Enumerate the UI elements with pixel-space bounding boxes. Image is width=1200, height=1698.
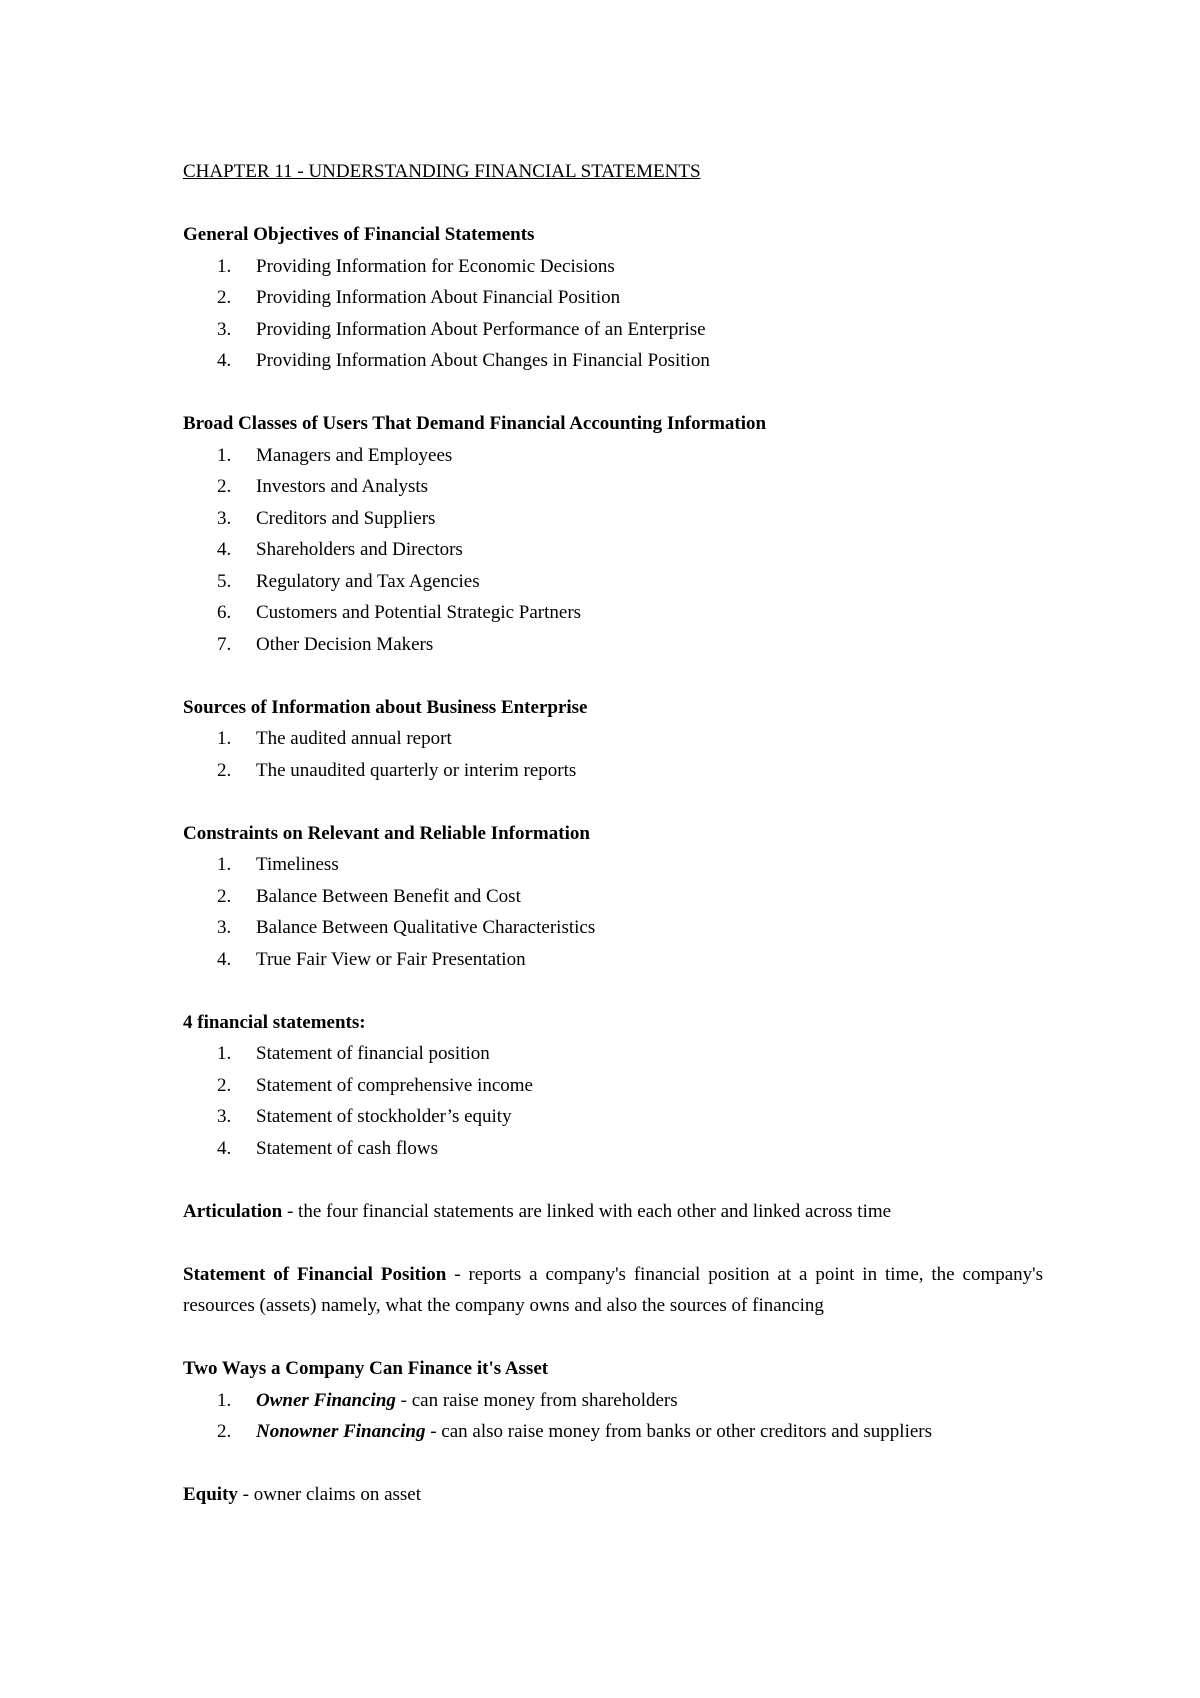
spacer <box>183 377 1043 409</box>
list-item: 4. Providing Information About Changes in Financial Position <box>217 350 710 371</box>
definition-term: Statement of Financial Position <box>183 1263 447 1285</box>
list-item: 4. Shareholders and Directors <box>217 539 463 560</box>
list-item: 2. The unaudited quarterly or interim reports <box>217 759 577 781</box>
list-users <box>183 440 1043 661</box>
list-item: 1. Owner Financing - can raise money from shareholders <box>217 1389 678 1411</box>
section-heading-constraints: Constraints on Relevant and Reliable Information <box>183 822 590 844</box>
spacer <box>183 1164 1043 1196</box>
equity-definition <box>183 1479 1043 1511</box>
spacer <box>183 975 1043 1007</box>
document-page <box>183 156 1043 1511</box>
chapter-title: CHAPTER 11 - UNDERSTANDING FINANCIAL STATEMENTS <box>183 161 701 182</box>
list-item: 4. True Fair View or Fair Presentation <box>217 948 526 970</box>
spacer <box>183 1448 1043 1480</box>
finance-term: Nonowner Financing <box>256 1421 426 1442</box>
spacer <box>183 786 1043 818</box>
finance-text: - can raise money from shareholders <box>395 1389 678 1411</box>
finance-term: Owner Financing <box>256 1389 396 1411</box>
finance-text: - can also raise money from banks or other creditors and suppliers <box>425 1421 932 1442</box>
list-item: 2. Investors and Analysts <box>217 476 429 497</box>
list-item: 3. Creditors and Suppliers <box>217 507 436 529</box>
list-constraints <box>183 849 1043 975</box>
definition-text: - owner claims on asset <box>237 1484 422 1505</box>
list-item: 1. Statement of financial position <box>217 1043 490 1064</box>
definition-term: Articulation <box>183 1200 283 1222</box>
list-item: 2. Balance Between Benefit and Cost <box>217 885 521 907</box>
list-item: 3. Providing Information About Performance of an Enterprise <box>217 318 706 340</box>
list-statements <box>183 1038 1043 1164</box>
list-item: 2. Providing Information About Financial Position <box>217 287 621 308</box>
sfp-definition <box>183 1259 1043 1322</box>
list-item: 4. Statement of cash flows <box>217 1137 439 1159</box>
list-finance <box>183 1385 1043 1448</box>
list-item: 7. Other Decision Makers <box>217 633 434 655</box>
list-item: 3. Balance Between Qualitative Characteristics <box>217 917 596 938</box>
definition-term: Equity <box>183 1484 238 1505</box>
list-sources <box>183 723 1043 786</box>
list-item: 5. Regulatory and Tax Agencies <box>217 570 480 592</box>
list-item: 1. Providing Information for Economic Decisions <box>217 255 615 277</box>
spacer <box>183 1322 1043 1354</box>
list-item: 2. Statement of comprehensive income <box>217 1074 533 1096</box>
definition-text: - the four financial statements are linked with each other and linked across time <box>282 1200 892 1222</box>
list-item: 1. The audited annual report <box>217 728 452 749</box>
list-item: 3. Statement of stockholder’s equity <box>217 1106 512 1127</box>
section-heading-finance: Two Ways a Company Can Finance it's Asset <box>183 1358 549 1379</box>
section-heading-sources: Sources of Information about Business Enterprise <box>183 696 588 718</box>
spacer <box>183 188 1043 220</box>
list-item: 1. Managers and Employees <box>217 444 453 466</box>
list-item: 1. Timeliness <box>217 854 339 875</box>
section-heading-statements: 4 financial statements: <box>183 1011 366 1033</box>
articulation-definition <box>183 1196 1043 1228</box>
list-item: 2. Nonowner Financing - can also raise money from banks or other creditors and suppliers <box>217 1421 932 1442</box>
definition-text: - reports a company's financial position at a point in time, the company's resources (assets) namely, what the company owns and also the sources of financing <box>183 1263 1043 1316</box>
list-objectives <box>183 251 1043 377</box>
spacer <box>183 1227 1043 1259</box>
section-heading-users: Broad Classes of Users That Demand Financial Accounting Information <box>183 413 767 434</box>
list-item: 6. Customers and Potential Strategic Partners <box>217 602 582 623</box>
spacer <box>183 660 1043 692</box>
section-heading-objectives: General Objectives of Financial Statements <box>183 224 535 245</box>
